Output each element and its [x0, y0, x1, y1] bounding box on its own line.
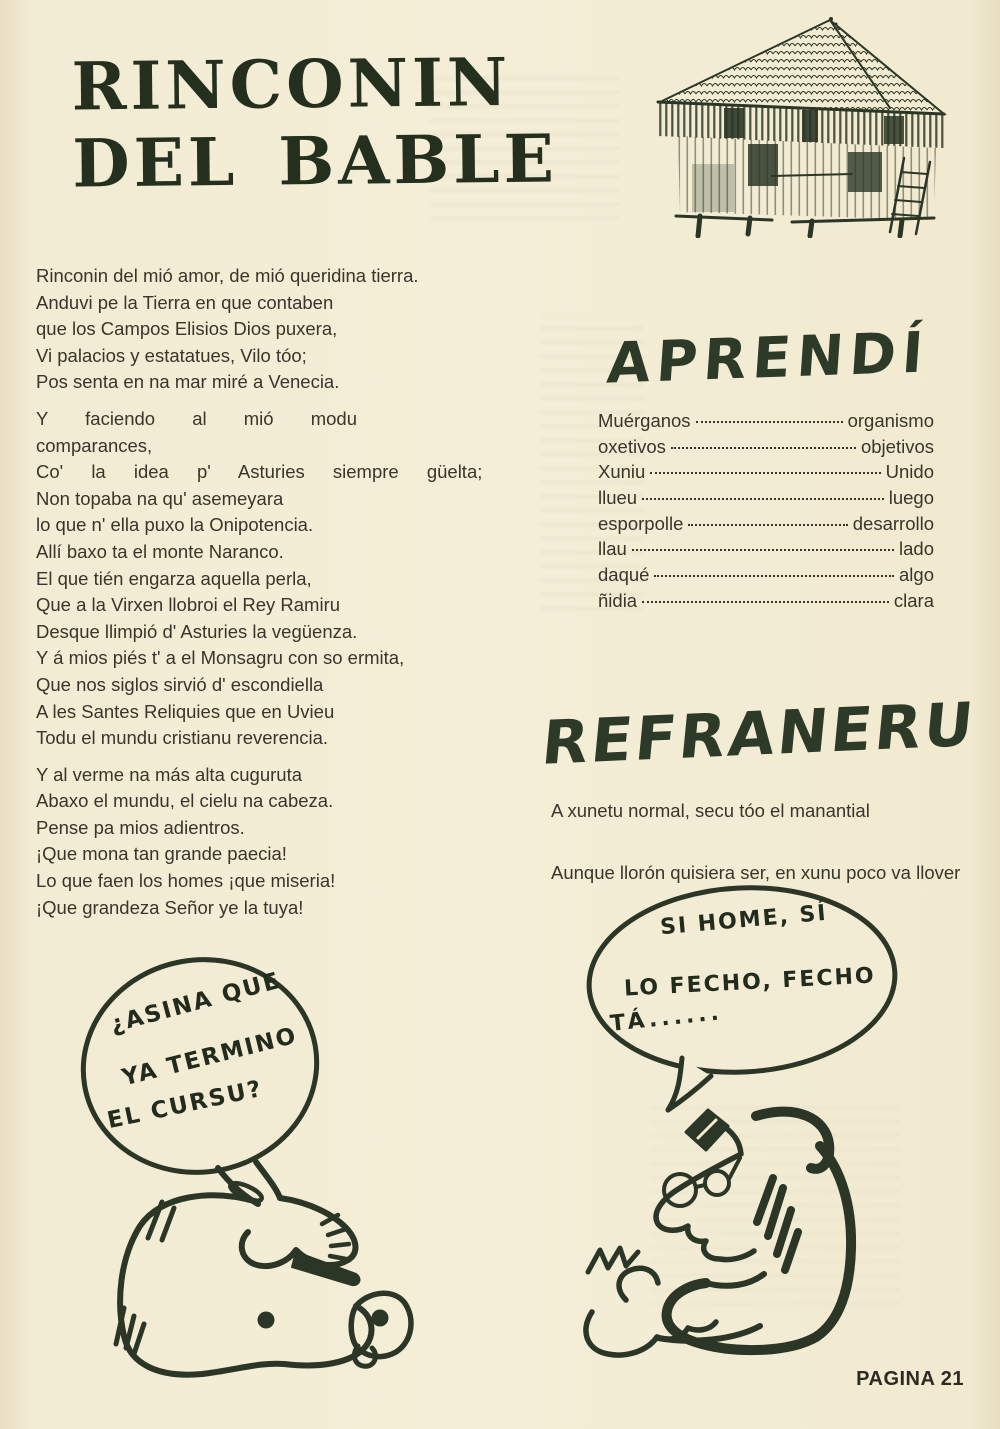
vocab-row — [598, 487, 934, 513]
dot-leader — [696, 421, 843, 423]
poem-line: Non topaba na qu' asemeyara — [36, 487, 284, 509]
speech-bubble-text: YA TERMINO — [119, 1022, 301, 1092]
poem-line: ¡Que grandeza Señor ye la tuya! — [36, 896, 304, 918]
vocab-word: Xuniu — [598, 461, 646, 483]
horreo-granary-illustration — [652, 16, 952, 238]
vocab-word: esporpolle — [598, 512, 684, 534]
poem-stanza-3 — [36, 762, 510, 922]
proverb: Aunque llorón quisiera ser, en xunu poco va llover — [551, 861, 961, 883]
vocab-row — [598, 410, 934, 436]
page-title-line1: RINCONIN — [71, 43, 512, 126]
vocab-word: llueu — [598, 487, 638, 509]
page-title — [71, 43, 559, 204]
speech-bubble-text: EL CURSU? — [105, 1075, 266, 1135]
vocab-row — [598, 564, 934, 590]
poem-line: Y faciendo al mió modu comparances, — [36, 407, 357, 456]
vocab-meaning: desarrollo — [852, 512, 934, 534]
poem-line: Que nos siglos sirvió d' escondiella — [36, 673, 324, 695]
speech-bubble-text: TÁ...... — [609, 1000, 724, 1037]
vocab-word: llau — [598, 538, 627, 560]
cartoon-right — [530, 880, 950, 1380]
speech-bubble-text: SI HOME, SÍ — [659, 900, 829, 941]
poem-line: Co' la idea p' Asturies siempre güelta; — [36, 461, 483, 483]
poem-line: El que tién engarza aquella perla, — [36, 567, 312, 589]
poem-stanza-1 — [36, 263, 510, 396]
vocab-meaning: algo — [899, 564, 934, 586]
vocab-meaning: objetivos — [860, 435, 934, 457]
poem-line: Anduvi pe la Tierra en que contaben — [36, 291, 334, 313]
page-number: PAGINA 21 — [856, 1368, 964, 1390]
poem-line: Y al verme na más alta cuguruta — [36, 763, 302, 785]
vocab-word: daqué — [598, 564, 650, 586]
vocab-row — [598, 590, 934, 616]
poem-line: A les Santes Reliquies que en Uvieu — [36, 700, 335, 722]
dot-leader — [642, 601, 889, 603]
poem-line: Lo que faen los homes ¡que miseria! — [36, 870, 336, 892]
vocab-word: ñidia — [598, 589, 638, 611]
speech-bubble-text: ¿ASINA QUE — [107, 967, 284, 1039]
dot-leader — [642, 498, 884, 500]
poem-line: Y á mios piés t' a el Monsagru con so ermita, — [36, 647, 405, 669]
vocab-row — [598, 436, 934, 462]
old-man-with-glasses-sketch — [530, 880, 950, 1380]
vocabulary-list — [598, 410, 934, 616]
poem — [36, 263, 510, 931]
dot-leader — [688, 524, 847, 526]
vocab-row — [598, 538, 934, 564]
vocab-meaning: luego — [888, 487, 934, 509]
vocab-row — [598, 513, 934, 539]
poem-line: ¡Que mona tan grande paecia! — [36, 843, 287, 865]
page-title-line2: DEL BABLE — [72, 120, 559, 204]
refraneru-title: REFRANERU — [538, 689, 980, 779]
vocab-word: oxetivos — [598, 435, 666, 457]
vocab-meaning: Unido — [885, 461, 934, 483]
poem-line: Que a la Virxen llobroi el Rey Ramiru — [36, 594, 341, 616]
poem-line: lo que n' ella puxo la Onipotencia. — [36, 514, 314, 536]
aprendi-title: APRENDÍ — [604, 320, 932, 398]
poem-line: Pense pa mios adientros. — [36, 816, 245, 838]
poem-line: que los Campos Elisios Dios puxera, — [36, 318, 338, 340]
speech-bubble-text: LO FECHO, FECHO — [623, 963, 877, 1002]
vocab-meaning: organismo — [847, 410, 934, 431]
poem-stanza-2 — [36, 406, 510, 752]
vocab-meaning: clara — [893, 589, 934, 611]
vocab-word: Muérganos — [598, 410, 691, 431]
poem-line: Abaxo el mundu, el cielu na cabeza. — [36, 790, 334, 812]
poem-line: Pos senta en na mar miré a Venecia. — [36, 371, 340, 393]
dot-leader — [632, 549, 894, 551]
poem-line: Vi palacios y estatatues, Vilo tóo; — [36, 344, 307, 366]
dot-leader — [650, 472, 880, 474]
proverb: A xunetu normal, secu tóo el manantial — [551, 799, 870, 821]
poem-line: Allí baxo ta el monte Naranco. — [36, 540, 284, 562]
poem-line: Desque llimpió d' Asturies la vegüenza. — [36, 620, 358, 642]
poem-line: Todu el mundu cristianu reverencia. — [36, 727, 329, 749]
poem-line: Rinconin del mió amor, de mió queridina tierra. — [36, 265, 419, 286]
cartoon-left — [60, 940, 480, 1400]
dot-leader — [654, 575, 894, 577]
vocab-meaning: lado — [899, 538, 934, 560]
dot-leader — [671, 447, 856, 449]
vocab-row — [598, 461, 934, 487]
